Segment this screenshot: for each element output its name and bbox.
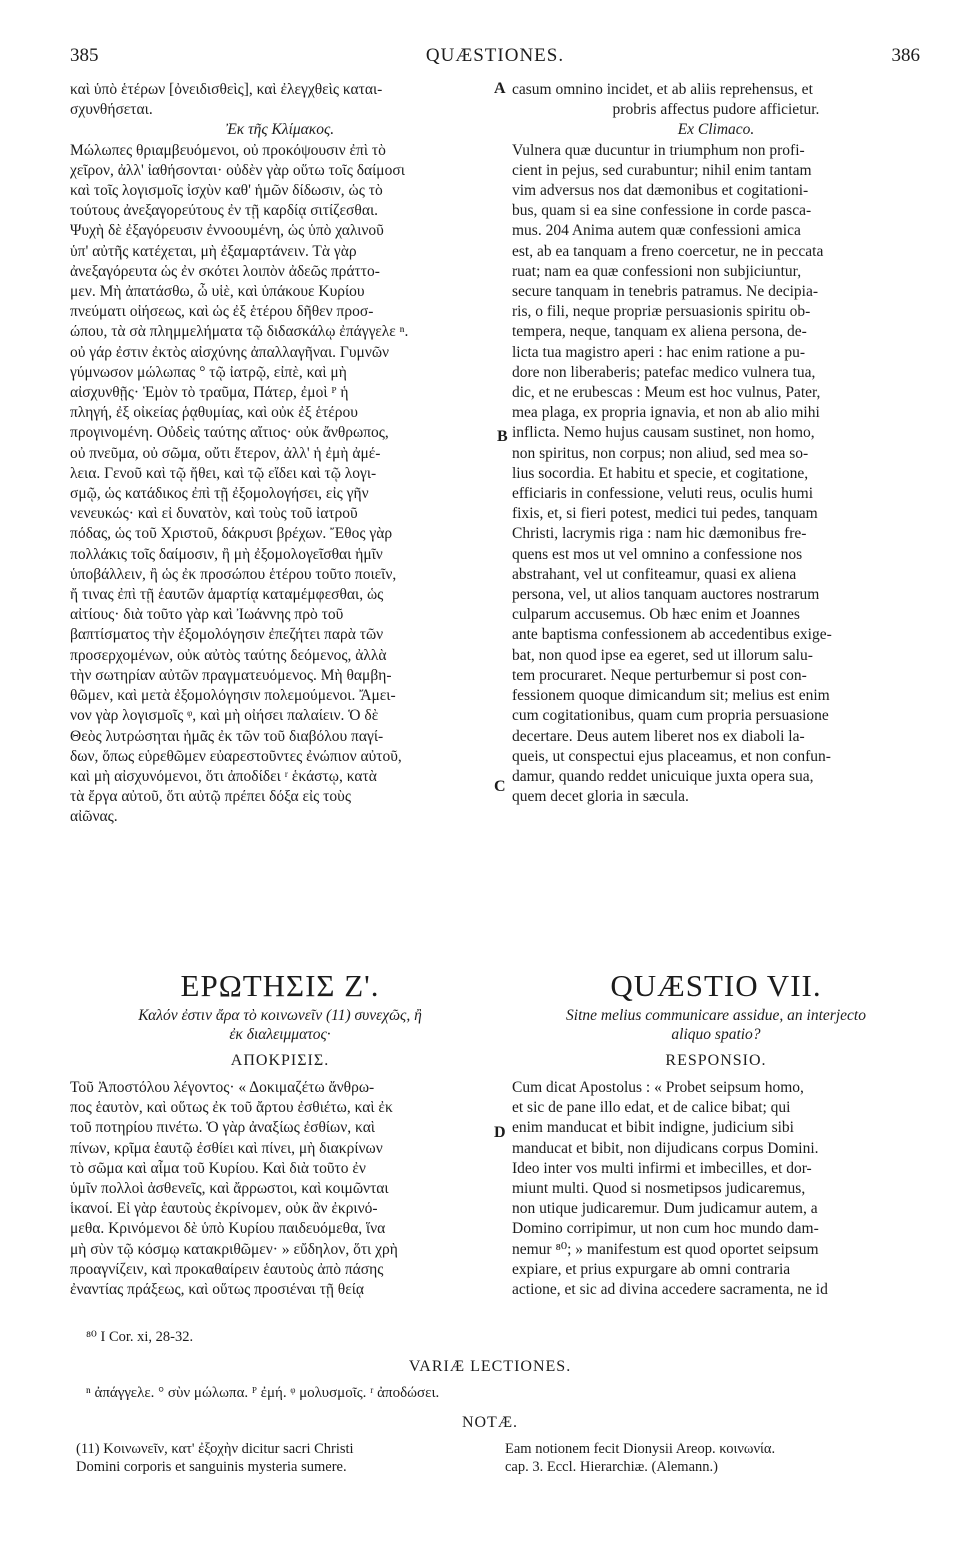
notae-right-line: cap. 3. Eccl. Hierarchiæ. (Alemann.) bbox=[505, 1459, 718, 1475]
latin-response-line: et sic de pane illo edat, et de calice bibat; qui bbox=[512, 1099, 791, 1117]
greek-climax-line: οὐ γάρ ἐστιν ἐκτὸς αἰσχύνης ἀπαλλαγῆναι. Γυμνῶν bbox=[70, 343, 390, 361]
greek-climax-line: προγινομένη. Οὐδεὶς ταύτης αἴτιος· οὐκ ἄνθρωπος, bbox=[70, 424, 389, 442]
greek-top-line: καὶ ὑπὸ ἑτέρων [ὀνειδισθεὶς], καὶ ἐλεγχθεὶς καται- bbox=[70, 81, 383, 98]
latin-climax-line: culparum accusemus. Ob hæc enim et Joannes bbox=[512, 606, 800, 624]
latin-climax-line: ante baptisma confessionem ab accedentibus exige- bbox=[512, 626, 832, 644]
latin-climax-line: fessionem quoque dimicandum sit; melius est enim bbox=[512, 687, 830, 705]
greek-climax-line: δων, ὅπως εὑρεθῶμεν εὐαρεστοῦντες ἐνώπιον αὐτοῦ, bbox=[70, 747, 402, 765]
greek-climax-line: τὰ ἔργα αὐτοῦ, ὅτι αὐτῷ πρέπει δόξα εἰς τοὺς bbox=[70, 788, 351, 806]
notae-left-line: (11) Κοινωνεῖν, κατ' ἐξοχὴν dicitur sacri Christi bbox=[76, 1441, 354, 1457]
greek-climax-line: τὴν σωτηρίαν αὐτῶν πραγματευόμενος. Μὴ θαμβη- bbox=[70, 666, 392, 684]
running-header bbox=[70, 42, 920, 70]
latin-climax-line: est, ab ea tanquam a freno coercetur, ne in peccata bbox=[512, 242, 824, 260]
greek-response-line: τοῦ ποτηρίου πινέτω. Ὁ γὰρ ἀναξίως ἐσθίων, καὶ bbox=[70, 1119, 375, 1137]
greek-climax-line: πολλάκις τοῖς δαίμοσιν, ἢ μὴ ἐξομολογεῖσθαι ἡμῖν bbox=[70, 545, 383, 563]
notae-right bbox=[505, 1440, 775, 1476]
greek-climax-line: λεια. Γενοῦ καὶ τῷ ἤθει, καὶ τῷ εἴδει καὶ τῷ λογι- bbox=[70, 464, 377, 482]
latin-climax-line: efficiaris in confessione, veluti reus, oculis humi bbox=[512, 485, 814, 503]
greek-climax-line: τούτους ἀνεξαγορεύτους ἐν τῇ καρδίᾳ σιτίζεσθαι. bbox=[70, 202, 378, 220]
greek-climax-line: βαπτίσματος τὴν ἐξομολόγησιν ἐπεζήτει παρὰ τῶν bbox=[70, 626, 384, 644]
greek-response-line: μεθα. Κρινόμενοι δὲ ὑπὸ Κυρίου παιδευόμεθα, ἵνα bbox=[70, 1220, 386, 1238]
latin-climax-line: non spiritus, non corpus; non aliud, sed mea so- bbox=[512, 444, 809, 462]
latin-response-line: miunt multi. Quod si nosmetipsos judicaremus, bbox=[512, 1180, 806, 1198]
latin-climax-heading: Ex Climaco. bbox=[677, 121, 755, 139]
greek-subtitle-line: ἐκ διαλειμματος· bbox=[229, 1026, 331, 1043]
latin-climax-line: tempera, neque, tanquam ex aliena persona, de- bbox=[512, 323, 807, 341]
greek-climax-line: ὑπ' αὐτῆς κατέχεται, μὴ ἐξαμαρτάνειν. Τὰ γὰρ bbox=[70, 242, 357, 260]
greek-climax-line: Ψυχὴ δὲ ἐξαγόρευσιν ἐννοουμένη, ὡς ὑπὸ χαλινοῦ bbox=[70, 222, 384, 240]
notae-heading: NOTÆ. bbox=[461, 1414, 519, 1431]
greek-top-line: σχυνθήσεται. bbox=[70, 101, 153, 119]
greek-response-line: μὴ σὺν τῷ κόσμῳ κατακριθῶμεν· » εὔδηλον, ὅτι χρὴ bbox=[70, 1240, 398, 1258]
greek-subtitle-line: Καλόν ἐστιν ἄρα τὸ κοινωνεῖν (11) συνεχῶς, ἢ bbox=[138, 1007, 422, 1024]
greek-climax-line: ώπου, τὰ σὰ πλημμελήματα τῷ διδασκάλῳ ἐπάγγελε ⁿ. bbox=[70, 323, 409, 341]
footnote-reference: ⁸⁰ I Cor. xi, 28-32. bbox=[86, 1329, 194, 1345]
latin-response-line: nemur ⁸⁰; » manifestum est quod oportet seipsum bbox=[512, 1240, 819, 1258]
latin-climax-line: Vulnera quæ ducuntur in triumphum non profi- bbox=[512, 141, 805, 159]
latin-response-line: Cum dicat Apostolus : « Probet seipsum homo, bbox=[512, 1079, 804, 1096]
latin-climax-line: quem decet gloria in sæcula. bbox=[512, 788, 689, 806]
greek-climax-line: νον γὰρ λογισμοῖς ᵠ, καὶ μὴ οἰήσει παλαίειν. Ὁ δὲ bbox=[70, 707, 379, 725]
latin-climax-line: mus. 204 Anima autem quæ confessioni amica bbox=[512, 222, 801, 240]
latin-response-line: Ideo inter vos multi infirmi et imbecilles, et dor- bbox=[512, 1159, 812, 1177]
greek-climax-line: καὶ μὴ αἰσχυνόμενοι, ὅτι ἀποδίδει ʳ ἑκάστῳ, κατὰ bbox=[70, 767, 377, 785]
latin-climax-line: damur, quando reddet unicuique juxta opera sua, bbox=[512, 767, 814, 785]
variae-lectiones-heading: VARIÆ LECTIONES. bbox=[408, 1358, 572, 1375]
greek-question-subtitle bbox=[70, 1006, 490, 1044]
greek-climax-line: μεν. Μὴ ἀπατάσθω, ὦ υἱὲ, καὶ ὑπάκουε Κυρίου bbox=[70, 283, 365, 301]
notae-right-line: Eam notionem fecit Dionysii Areop. κοινωνία. bbox=[505, 1441, 776, 1457]
greek-response-line: προαγνίζειν, καὶ προκαθαίρειν ἑαυτοὺς ἀπὸ πάσης bbox=[70, 1260, 384, 1278]
latin-climax-line: secure tanquam in tenebris patramus. Ne decipia- bbox=[512, 283, 819, 301]
latin-climax-line: licta tua magistro aperi : hac enim ratione a pu- bbox=[512, 343, 806, 361]
greek-climax-line: χεῖρον, ἀλλ' ἰαθήσονται· οὐδὲν γὰρ οὕτω τοῖς δαίμοσι bbox=[70, 161, 405, 179]
latin-climax-line: mea plaga, ex propria ignavia, et non ab alio mihi bbox=[512, 404, 820, 422]
latin-climax-line: ruat; nam ea quæ confessioni non subjiciuntur, bbox=[512, 262, 802, 280]
latin-response-line: non utique judicaremur. Dum judicamur autem, a bbox=[512, 1200, 818, 1218]
greek-climax-line: θῶμεν, καὶ μετὰ ἐξομολόγησιν πολεμούμενοι. Ἄμει- bbox=[70, 687, 396, 705]
margin-letter-c: C bbox=[494, 778, 506, 795]
greek-climax-line: ἀνεξαγόρευτα ὡς ἐν σκότει λοιπὸν ἀδεῶς πράττο- bbox=[70, 262, 380, 280]
latin-top-line: probris affectus pudore afficietur. bbox=[612, 101, 820, 119]
greek-climax-line: σμῷ, ὡς κατάδικος ἐπὶ τῇ ἐξομολογήσει, εἰς γῆν bbox=[70, 485, 369, 503]
margin-letter-b: B bbox=[497, 428, 508, 445]
latin-climax-line: vim adversus nos dat dæmonibus et cogitationi- bbox=[512, 182, 809, 200]
latin-response-heading: RESPONSIO. bbox=[665, 1052, 767, 1069]
latin-response-line: manducat et bibit, non dijudicans corpus Domini. bbox=[512, 1139, 819, 1157]
latin-response-line: actione, et sic ad divina accedere sacramenta, ne id bbox=[512, 1281, 828, 1299]
greek-climax-line: ὑποβάλλειν, ἢ ὡς ἐκ προσώπου ἑτέρου τοῦτο ποιεῖν, bbox=[70, 565, 397, 583]
latin-climax-line: decertare. Deus autem liberet nos ex diaboli la- bbox=[512, 727, 805, 745]
latin-climax-line: fixis, et, si fieri potest, medici tui pedes, tanquam bbox=[512, 505, 818, 523]
page-number-right: 386 bbox=[891, 45, 920, 66]
greek-response-heading: ΑΠΟΚΡΙΣΙΣ. bbox=[230, 1052, 330, 1069]
greek-climax-line: πνεύματι οἰήσεως, καὶ ὡς ἐξ ἑτέρου δῆθεν προσ- bbox=[70, 303, 374, 321]
greek-response-text bbox=[70, 1078, 490, 1300]
latin-climax-line: ris, o fili, neque propriæ persuasionis spiritu ob- bbox=[512, 303, 811, 321]
greek-climax-line: προσερχομένων, οὐκ αὐτὸς ταύτης δεόμενος, ἀλλὰ bbox=[70, 646, 387, 664]
page-number-left: 385 bbox=[70, 45, 99, 66]
greek-response-line: ἱκανοί. Εἰ γὰρ ἑαυτοὺς ἐκρίνομεν, οὐκ ἂν ἐκρινό- bbox=[70, 1200, 378, 1218]
latin-climax-line: dic, et ne erubescas : Meum est hoc vulnus, Pater, bbox=[512, 384, 821, 402]
margin-letter-a: A bbox=[494, 80, 506, 97]
notae-left bbox=[76, 1440, 354, 1476]
variae-lectiones-text: ⁿ ἀπάγγελε. ° σὺν μώλωπα. ᴾ ἐμή. ᵠ μολυσμοῖς. ʳ ἀποδώσει. bbox=[86, 1385, 440, 1401]
latin-question-title: QUÆSTIO VII. bbox=[610, 968, 822, 1003]
latin-climax-line: abstrahant, vel ut confiteamur, quasi ex aliena bbox=[512, 565, 797, 583]
greek-climax-line: πληγή, ἐξ οἰκείας ῥᾳθυμίας, καὶ οὐκ ἐξ ἑτέρου bbox=[70, 404, 358, 422]
greek-climax-line: αἰῶνας. bbox=[70, 808, 118, 826]
greek-climax-line: γύμνωσον μώλωπας ° τῷ ἰατρῷ, εἰπὲ, καὶ μὴ bbox=[70, 363, 347, 381]
greek-climax-line: πόδας, ὡς τοῦ Χριστοῦ, δάκρυσι βρέχων. Ἔθος γὰρ bbox=[70, 525, 393, 543]
greek-response-line: Τοῦ Ἀποστόλου λέγοντος· « Δοκιμαζέτω ἄνθρω- bbox=[70, 1079, 375, 1096]
greek-response-line: πος ἑαυτὸν, καὶ οὕτως ἐκ τοῦ ἄρτου ἐσθιέτω, καὶ ἐκ bbox=[70, 1099, 393, 1117]
greek-climax-line: ἤ τινας ἐπὶ τῇ ἑαυτῶν ἁμαρτίᾳ καταμέμφεσθαι, ὡς bbox=[70, 586, 384, 604]
latin-subtitle-line: aliquo spatio? bbox=[671, 1026, 761, 1043]
latin-response-line: expiare, et prius expurgare ab omni contraria bbox=[512, 1260, 791, 1278]
latin-climax-line: inflicta. Nemo hujus causam sustinet, non homo, bbox=[512, 424, 815, 442]
latin-climax-line: dore non liberaberis; patefac medico vulnera tua, bbox=[512, 363, 816, 381]
greek-climax-text bbox=[70, 141, 490, 828]
latin-climax-line: Christi, lacrymis riga : nam hic dæmonibus fre- bbox=[512, 525, 807, 543]
latin-subtitle-line: Sitne melius communicare assidue, an interjecto bbox=[566, 1007, 866, 1024]
greek-column-top bbox=[70, 80, 490, 828]
greek-question-title: ΕΡΩΤΗΣΙΣ Ζ'. bbox=[180, 968, 380, 1003]
greek-climax-line: οὐ πνεῦμα, οὐ σῶμα, οὔτι ἕτερον, ἀλλ' ἡ ἐμὴ ἀμέ- bbox=[70, 444, 381, 462]
greek-response-line: ἐναντίας πράξεως, καὶ οὕτως προσιέναι τῇ θείᾳ bbox=[70, 1281, 365, 1299]
greek-climax-line: αἰτίους· διὰ τοῦτο γὰρ καὶ Ἰωάννης πρὸ τοῦ bbox=[70, 606, 344, 624]
latin-climax-line: persona, vel, ut alios tanquam auctores nostrarum bbox=[512, 586, 820, 604]
greek-response-line: τὸ σῶμα καὶ αἷμα τοῦ Κυρίου. Καὶ διὰ τοῦτο ἐν bbox=[70, 1159, 366, 1177]
greek-response-line: ὑμῖν πολλοὶ ἀσθενεῖς, καὶ ἄρρωστοι, καὶ κοιμῶνται bbox=[70, 1180, 389, 1198]
latin-question-subtitle bbox=[512, 1006, 920, 1044]
greek-climax-line: αἰσχυνθῇς· Ἐμὸν τὸ τραῦμα, Πάτερ, ἐμοὶ ᴾ ἡ bbox=[70, 384, 349, 402]
latin-climax-line: quens est mos ut vel omnino a confessione nos bbox=[512, 545, 803, 563]
latin-climax-line: bus, quam si ea sine confessione in corde pasca- bbox=[512, 202, 812, 220]
latin-column-top bbox=[512, 80, 920, 807]
notae-left-line: Domini corporis et sanguinis mysteria sumere. bbox=[76, 1459, 347, 1475]
greek-climax-line: καὶ τοῖς λογισμοῖς ἰσχὺν καθ' ἡμῶν δίδωσιν, ὡς τὸ bbox=[70, 182, 383, 200]
latin-response-line: Domino corripimur, ut non cum hoc mundo dam- bbox=[512, 1220, 819, 1238]
greek-climax-heading: Ἐκ τῆς Κλίμακος. bbox=[225, 121, 335, 139]
latin-response-text bbox=[512, 1078, 920, 1300]
latin-top-line: casum omnino incidet, et ab aliis reprehensus, et bbox=[512, 81, 813, 98]
latin-climax-line: cient in pejus, sed curabuntur; nihil enim tantam bbox=[512, 161, 812, 179]
margin-letter-d: D bbox=[494, 1124, 506, 1141]
latin-response-line: enim manducat et bibit indigne, judicium sibi bbox=[512, 1119, 794, 1137]
latin-climax-line: lius socordia. Et habitu et specie, et cogitatione, bbox=[512, 464, 809, 482]
latin-climax-text bbox=[512, 141, 920, 808]
greek-climax-line: Μώλωπες θριαμβευόμενοι, οὐ προκόψουσιν ἐπὶ τὸ bbox=[70, 141, 386, 159]
latin-climax-line: queis, ut conspectui ejus placeamus, et non confun- bbox=[512, 747, 831, 765]
latin-climax-line: bat, non quod ipse ea egeret, sed ut illorum salu- bbox=[512, 646, 813, 664]
running-title: QUÆSTIONES. bbox=[425, 45, 565, 66]
latin-climax-line: tem procuraret. Neque perturbemur si post con- bbox=[512, 666, 807, 684]
greek-climax-line: Θεὸς λυτρώσηται ἡμᾶς ἐκ τῶν τοῦ διαβόλου παγί- bbox=[70, 727, 384, 745]
greek-climax-line: νενευκώς· καὶ εἰ δυνατὸν, καὶ τοὺς τοῦ ἰατροῦ bbox=[70, 505, 358, 523]
latin-climax-line: cum cogitationibus, quam cum propria persuasione bbox=[512, 707, 829, 725]
greek-response-line: πίνων, κρῖμα ἑαυτῷ ἐσθίει καὶ πίνει, μὴ διακρίνων bbox=[70, 1139, 383, 1157]
